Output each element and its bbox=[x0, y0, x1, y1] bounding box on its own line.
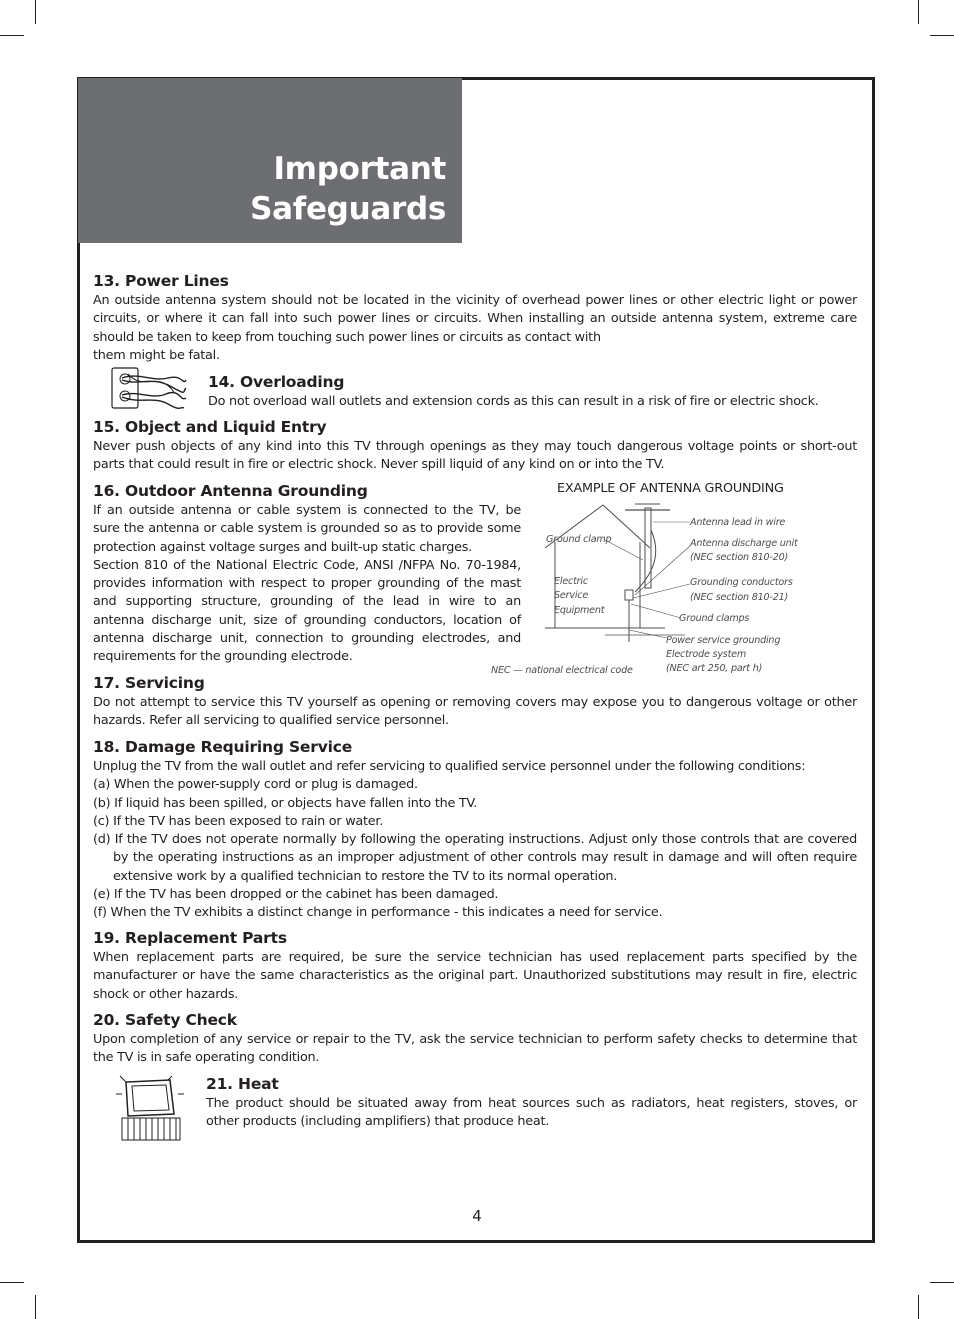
diagram-title: EXAMPLE OF ANTENNA GROUNDING bbox=[557, 481, 784, 496]
crop-mark bbox=[35, 1295, 36, 1319]
crop-mark bbox=[930, 35, 954, 36]
section-text: Do not attempt to service this TV yourself as opening or removing covers may expose you to dangerous voltage or other hazards. Refer all servicing to qualified service personnel. bbox=[93, 695, 857, 729]
label-grounding-conductors: Grounding conductors bbox=[690, 577, 793, 588]
label-electric-service: Electric bbox=[554, 576, 588, 587]
section-text: Never push objects of any kind into this TV through openings as they may touch dangerous voltage points or short-out parts that could result in fire or electric shock. Never spill liquid of any kind on or into the TV. bbox=[93, 439, 857, 473]
section-text: An outside antenna system should not be located in the vicinity of overhead power lines or other electric light or power circuits, or where it can fall into such power lines or circuits. When installing an outside antenna system, extreme care should be taken to keep from touching such power lines or circuits as contact with bbox=[93, 293, 857, 345]
section-antenna-grounding bbox=[93, 481, 521, 667]
section-heat bbox=[206, 1074, 857, 1132]
label-electric-service: Equipment bbox=[554, 605, 605, 616]
section-heading: 21. Heat bbox=[206, 1075, 279, 1093]
section-text: Section 810 of the National Electric Code, ANSI /NFPA No. 70-1984, provides information with respect to proper grounding of the mast and supporting structure, grounding of the lead in wire to an antenna discharge unit, size of grounding conductors, location of antenna discharge unit, connection to grounding electrodes, and requirements for the grounding electrode. bbox=[93, 557, 521, 665]
list-item: (f) When the TV exhibits a distinct change in performance - this indicates a need for service. bbox=[93, 905, 663, 921]
section-text: When replacement parts are required, be sure the service technician has used replacement parts specified by the manufacturer or have the same characteristics as the original part. Unauthorized substitutions may result in fire, electric shock or other hazards. bbox=[93, 950, 857, 1002]
section-text: Unplug the TV from the wall outlet and refer servicing to qualified service personnel under the following conditions: bbox=[93, 759, 806, 774]
label-discharge-unit: (NEC section 810-20) bbox=[690, 552, 789, 563]
list-item: (e) If the TV has been dropped or the cabinet has been damaged. bbox=[93, 887, 499, 903]
label-ground-clamps: Ground clamps bbox=[679, 613, 750, 624]
label-power-service: (NEC art 250, part h) bbox=[666, 663, 763, 674]
section-heading: 15. Object and Liquid Entry bbox=[93, 418, 327, 436]
label-power-service: Power service grounding bbox=[666, 635, 781, 646]
section-heading: 17. Servicing bbox=[93, 674, 205, 692]
section-heading: 13. Power Lines bbox=[93, 272, 229, 290]
section-heading: 19. Replacement Parts bbox=[93, 929, 287, 947]
crop-mark bbox=[918, 1295, 919, 1319]
title-line-1: Important bbox=[273, 151, 446, 187]
section-text: Upon completion of any service or repair to the TV, ask the service technician to perform safety checks to determine that the TV is in safe operating condition. bbox=[93, 1032, 857, 1066]
label-grounding-conductors: (NEC section 810-21) bbox=[690, 592, 789, 603]
label-electric-service: Service bbox=[554, 590, 589, 601]
label-nec-note: NEC — national electrical code bbox=[491, 665, 633, 676]
section-replacement-parts bbox=[93, 928, 857, 1004]
page-title bbox=[250, 149, 446, 229]
section-heading: 18. Damage Requiring Service bbox=[93, 738, 353, 756]
section-text: them might be fatal. bbox=[93, 347, 220, 363]
label-ground-clamp: Ground clamp bbox=[546, 534, 612, 545]
title-line-2: Safeguards bbox=[250, 191, 446, 227]
crop-mark bbox=[35, 0, 36, 24]
page-number: 4 bbox=[472, 1207, 482, 1225]
section-text: The product should be situated away from heat sources such as radiators, heat registers, stoves, or other products (including amplifiers) that produce heat. bbox=[206, 1096, 857, 1130]
section-power-lines bbox=[93, 271, 857, 365]
section-object-liquid bbox=[93, 417, 857, 475]
section-text: If an outside antenna or cable system is connected to the TV, be sure the antenna or cable system is grounded so as to provide some protection against voltage surges and built-up static charges. bbox=[93, 503, 521, 555]
overloaded-outlet-icon bbox=[108, 366, 188, 410]
section-servicing bbox=[93, 673, 857, 731]
list-item: (a) When the power-supply cord or plug is damaged. bbox=[93, 777, 418, 793]
section-damage-requiring-service bbox=[93, 737, 857, 923]
label-discharge-unit: Antenna discharge unit bbox=[690, 538, 798, 549]
section-safety-check bbox=[93, 1010, 857, 1068]
list-item: (d) If the TV does not operate normally by following the operating instructions. Adjust only those controls that are covered by the operating instructions as an improper adjustment of other controls may result in damage and will often require extensive work by a qualified technician to restore the TV to its normal operation. bbox=[93, 832, 857, 884]
section-heading: 16. Outdoor Antenna Grounding bbox=[93, 482, 368, 500]
crop-mark bbox=[0, 1282, 24, 1283]
section-text: Do not overload wall outlets and extension cords as this can result in a risk of fire or electric shock. bbox=[208, 394, 819, 409]
tv-on-radiator-icon bbox=[112, 1072, 188, 1142]
crop-mark bbox=[918, 0, 919, 24]
header-banner bbox=[78, 78, 462, 243]
section-overloading bbox=[208, 372, 858, 411]
crop-mark bbox=[0, 35, 24, 36]
label-power-service: Electrode system bbox=[666, 649, 747, 660]
list-item: (b) If liquid has been spilled, or objects have fallen into the TV. bbox=[93, 795, 478, 811]
section-heading: 14. Overloading bbox=[208, 373, 345, 391]
list-item: (c) If the TV has been exposed to rain or water. bbox=[93, 813, 384, 829]
antenna-grounding-diagram bbox=[485, 480, 825, 680]
section-heading: 20. Safety Check bbox=[93, 1011, 237, 1029]
crop-mark bbox=[930, 1282, 954, 1283]
label-lead-in-wire: Antenna lead in wire bbox=[690, 517, 786, 528]
